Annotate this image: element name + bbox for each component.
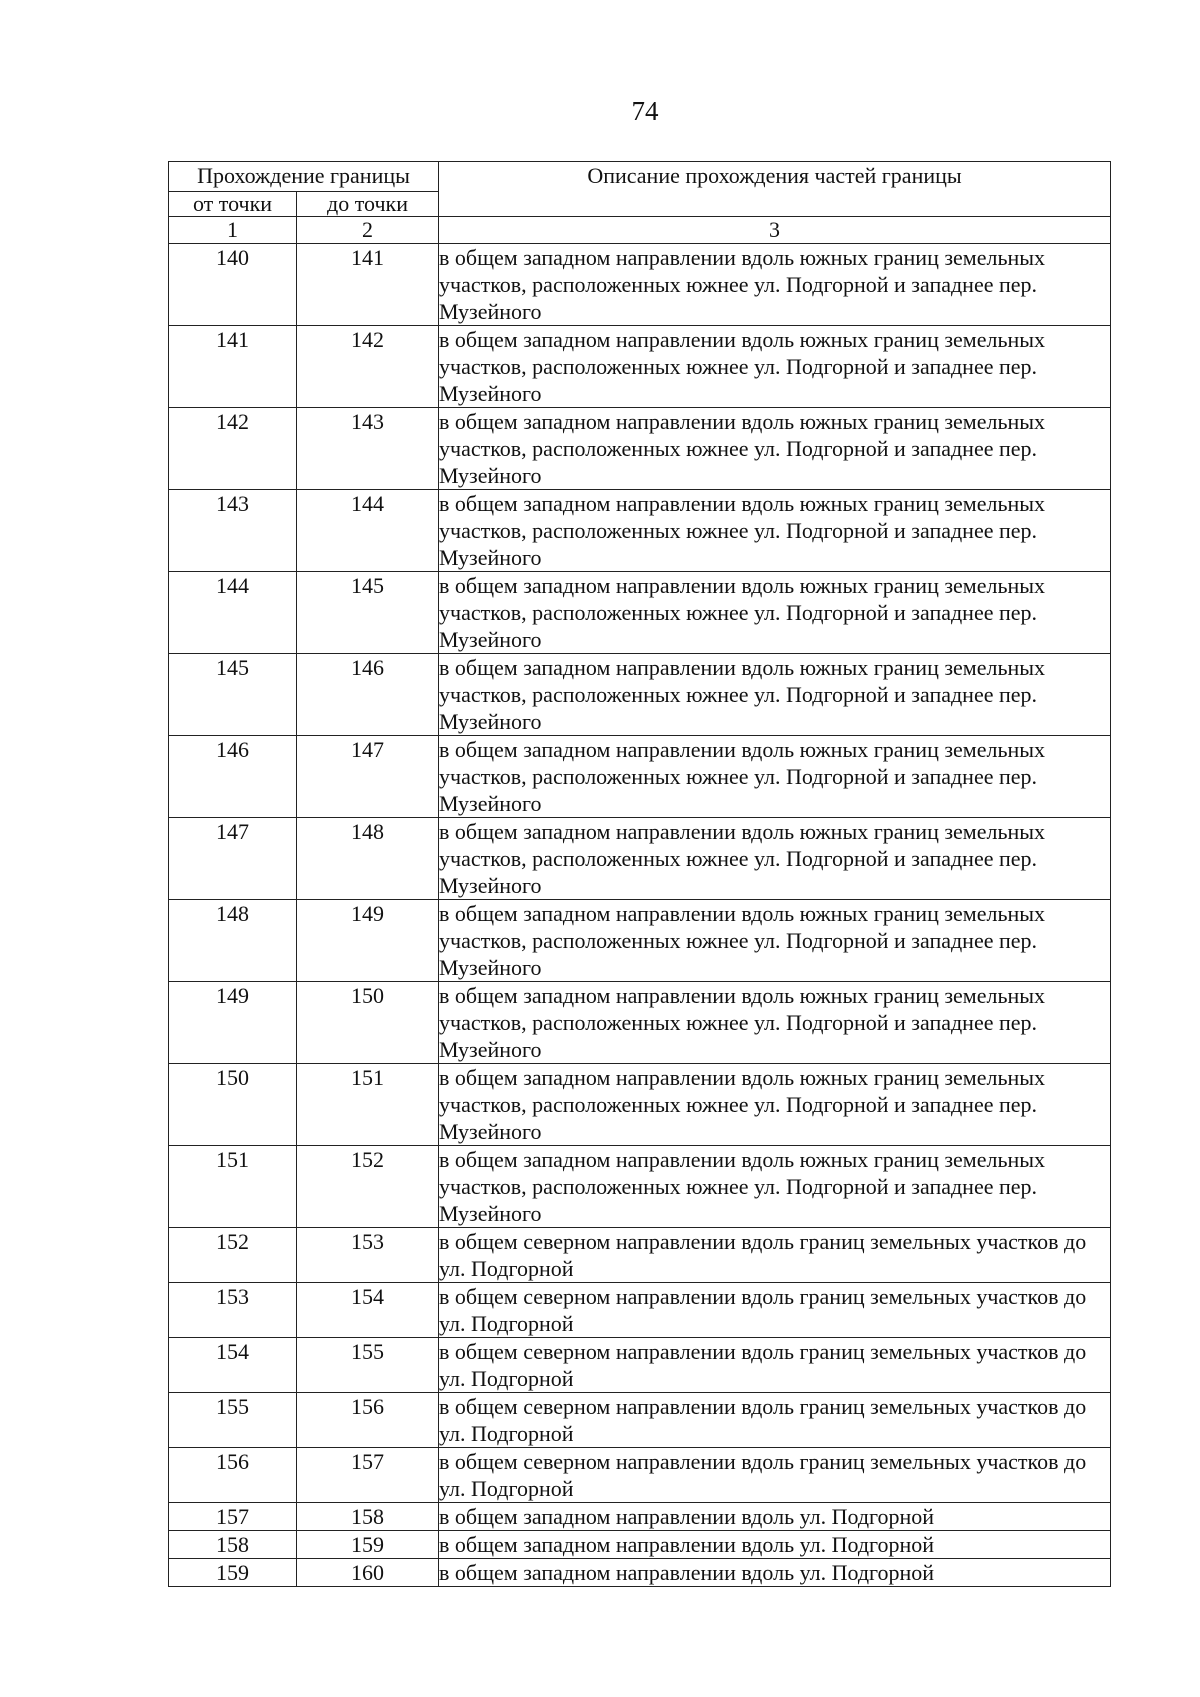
header-col-number-2: 2 — [297, 217, 439, 244]
from-point-cell: 149 — [169, 982, 297, 1064]
to-point-cell: 152 — [297, 1146, 439, 1228]
to-point-cell: 158 — [297, 1503, 439, 1531]
table-row — [169, 1228, 1111, 1283]
to-point-cell: 145 — [297, 572, 439, 654]
to-point-cell: 150 — [297, 982, 439, 1064]
table-row — [169, 326, 1111, 408]
from-point-cell: 159 — [169, 1559, 297, 1587]
to-point-cell: 153 — [297, 1228, 439, 1283]
page-number: 74 — [631, 96, 659, 126]
description-cell: в общем западном направлении вдоль ул. Подгорной — [439, 1503, 1111, 1531]
to-point-cell: 142 — [297, 326, 439, 408]
boundary-table — [168, 161, 1111, 1587]
to-point-cell: 156 — [297, 1393, 439, 1448]
from-point-cell: 146 — [169, 736, 297, 818]
table-row — [169, 654, 1111, 736]
from-point-cell: 141 — [169, 326, 297, 408]
description-cell: в общем западном направлении вдоль южных границ земельных участков, расположенных южнее ул. Подгорной и западнее пер. Музейного — [439, 244, 1111, 326]
table-row — [169, 1146, 1111, 1228]
to-point-cell: 146 — [297, 654, 439, 736]
to-point-cell: 157 — [297, 1448, 439, 1503]
to-point-cell: 144 — [297, 490, 439, 572]
table-row — [169, 572, 1111, 654]
description-cell: в общем северном направлении вдоль границ земельных участков до ул. Подгорной — [439, 1448, 1111, 1503]
header-col-number-3: 3 — [439, 217, 1111, 244]
from-point-cell: 152 — [169, 1228, 297, 1283]
description-cell: в общем западном направлении вдоль южных границ земельных участков, расположенных южнее ул. Подгорной и западнее пер. Музейного — [439, 982, 1111, 1064]
table-row — [169, 900, 1111, 982]
from-point-cell: 145 — [169, 654, 297, 736]
table-row — [169, 1393, 1111, 1448]
table-row — [169, 1448, 1111, 1503]
table-row — [169, 1338, 1111, 1393]
to-point-cell: 147 — [297, 736, 439, 818]
header-col-number-1: 1 — [169, 217, 297, 244]
from-point-cell: 150 — [169, 1064, 297, 1146]
description-cell: в общем западном направлении вдоль ул. Подгорной — [439, 1531, 1111, 1559]
description-cell: в общем северном направлении вдоль границ земельных участков до ул. Подгорной — [439, 1228, 1111, 1283]
to-point-cell: 159 — [297, 1531, 439, 1559]
to-point-cell: 151 — [297, 1064, 439, 1146]
table-row — [169, 736, 1111, 818]
from-point-cell: 147 — [169, 818, 297, 900]
from-point-cell: 158 — [169, 1531, 297, 1559]
from-point-cell: 156 — [169, 1448, 297, 1503]
table-row — [169, 244, 1111, 326]
table-row — [169, 818, 1111, 900]
from-point-cell: 151 — [169, 1146, 297, 1228]
description-cell: в общем северном направлении вдоль границ земельных участков до ул. Подгорной — [439, 1338, 1111, 1393]
table-row — [169, 982, 1111, 1064]
description-cell: в общем западном направлении вдоль южных границ земельных участков, расположенных южнее ул. Подгорной и западнее пер. Музейного — [439, 1064, 1111, 1146]
from-point-cell: 153 — [169, 1283, 297, 1338]
description-cell: в общем западном направлении вдоль южных границ земельных участков, расположенных южнее ул. Подгорной и западнее пер. Музейного — [439, 326, 1111, 408]
header-description: Описание прохождения частей границы — [439, 162, 1111, 217]
description-cell: в общем западном направлении вдоль южных границ земельных участков, расположенных южнее ул. Подгорной и западнее пер. Музейного — [439, 490, 1111, 572]
description-cell: в общем северном направлении вдоль границ земельных участков до ул. Подгорной — [439, 1393, 1111, 1448]
header-to-point: до точки — [297, 192, 439, 217]
table-row — [169, 1531, 1111, 1559]
table-row — [169, 1064, 1111, 1146]
to-point-cell: 160 — [297, 1559, 439, 1587]
description-cell: в общем западном направлении вдоль ул. Подгорной — [439, 1559, 1111, 1587]
to-point-cell: 141 — [297, 244, 439, 326]
from-point-cell: 148 — [169, 900, 297, 982]
header-from-point: от точки — [169, 192, 297, 217]
from-point-cell: 154 — [169, 1338, 297, 1393]
header-boundary-passage: Прохождение границы — [169, 162, 439, 192]
to-point-cell: 149 — [297, 900, 439, 982]
from-point-cell: 140 — [169, 244, 297, 326]
description-cell: в общем западном направлении вдоль южных границ земельных участков, расположенных южнее ул. Подгорной и западнее пер. Музейного — [439, 654, 1111, 736]
description-cell: в общем западном направлении вдоль южных границ земельных участков, расположенных южнее ул. Подгорной и западнее пер. Музейного — [439, 818, 1111, 900]
from-point-cell: 144 — [169, 572, 297, 654]
description-cell: в общем западном направлении вдоль южных границ земельных участков, расположенных южнее ул. Подгорной и западнее пер. Музейного — [439, 408, 1111, 490]
description-cell: в общем северном направлении вдоль границ земельных участков до ул. Подгорной — [439, 1283, 1111, 1338]
table-row — [169, 1503, 1111, 1531]
table-row — [169, 1283, 1111, 1338]
to-point-cell: 155 — [297, 1338, 439, 1393]
description-cell: в общем западном направлении вдоль южных границ земельных участков, расположенных южнее ул. Подгорной и западнее пер. Музейного — [439, 1146, 1111, 1228]
from-point-cell: 157 — [169, 1503, 297, 1531]
from-point-cell: 142 — [169, 408, 297, 490]
description-cell: в общем западном направлении вдоль южных границ земельных участков, расположенных южнее ул. Подгорной и западнее пер. Музейного — [439, 900, 1111, 982]
description-cell: в общем западном направлении вдоль южных границ земельных участков, расположенных южнее ул. Подгорной и западнее пер. Музейного — [439, 572, 1111, 654]
table-row — [169, 1559, 1111, 1587]
table-row — [169, 490, 1111, 572]
from-point-cell: 155 — [169, 1393, 297, 1448]
to-point-cell: 143 — [297, 408, 439, 490]
description-cell: в общем западном направлении вдоль южных границ земельных участков, расположенных южнее ул. Подгорной и западнее пер. Музейного — [439, 736, 1111, 818]
to-point-cell: 154 — [297, 1283, 439, 1338]
from-point-cell: 143 — [169, 490, 297, 572]
to-point-cell: 148 — [297, 818, 439, 900]
table-row — [169, 408, 1111, 490]
